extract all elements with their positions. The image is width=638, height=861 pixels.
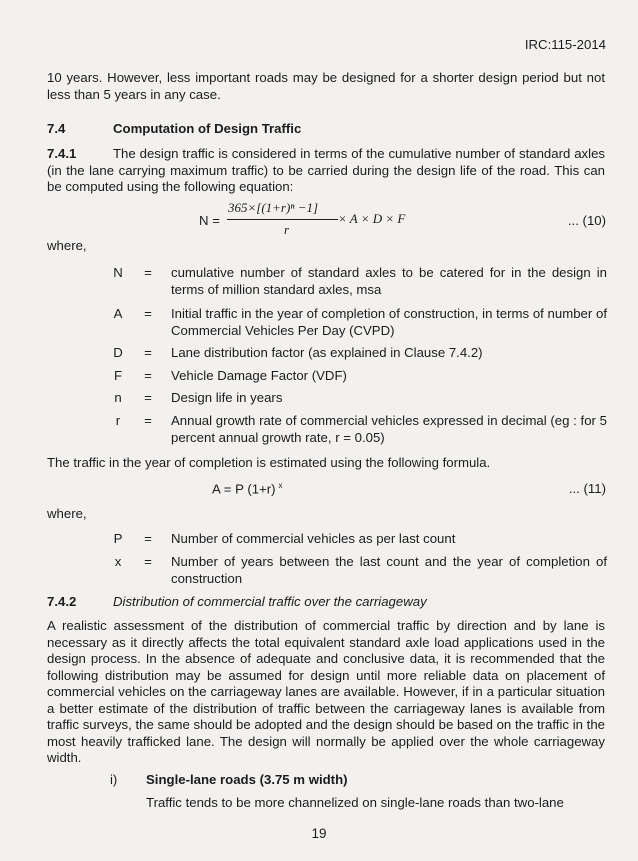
def-text-n-lower: Design life in years	[171, 390, 283, 405]
section-7-4-title: Computation of Design Traffic	[113, 121, 302, 136]
def-equals: =	[144, 554, 152, 569]
equation-10-numerator: 365×[(1+r)ⁿ −1]	[228, 200, 318, 215]
def-symbol-r: r	[115, 413, 121, 428]
item-i-marker: i)	[110, 772, 118, 787]
intro-paragraph: 10 years. However, less important roads may be designed for a shorter design period but not less than 5 years in any case.	[47, 70, 605, 102]
def-symbol-d: D	[113, 345, 123, 360]
equation-11-base: A = P (1+r)	[212, 481, 276, 497]
equation-10-tail: × A × D × F	[338, 211, 406, 226]
def-text-d: Lane distribution factor (as explained in Clause 7.4.2)	[171, 345, 483, 360]
def-equals: =	[144, 265, 152, 280]
def-text-p: Number of commercial vehicles as per last count	[171, 531, 456, 546]
equation-10-lhs: N =	[199, 213, 220, 228]
def-equals: =	[144, 306, 152, 321]
def-text-f: Vehicle Damage Factor (VDF)	[171, 368, 347, 383]
section-7-4-number: 7.4	[47, 121, 66, 136]
def-symbol-a: A	[113, 306, 123, 321]
item-i-text: Traffic tends to be more channelized on single-lane roads than two-lane	[146, 795, 564, 810]
def-symbol-f: F	[113, 368, 123, 383]
equation-10-number: ... (10)	[567, 213, 606, 228]
def-equals: =	[144, 413, 152, 428]
section-7-4-1-number: 7.4.1	[47, 146, 77, 161]
def-equals: =	[144, 390, 152, 405]
section-7-4-1-text: The design traffic is considered in terms of the cumulative number of standard axles (in the lane carrying maximum traffic) to be carried during the design life of the road. This can be computed using the following equation:	[47, 146, 605, 194]
distribution-paragraph: A realistic assessment of the distribution of commercial traffic by direction and by lane is necessary as it directly affects the total equivalent standard axle load applications used in the design process. In the absence of adequate and conclusive data, it is recommended that the following distribution may be assumed for design until more reliable data on placement of commercial vehicles on the carriageway lanes are available. However, if in a particular situation a better estimate of the distribution of traffic between the carriageway lanes is available from traffic surveys, the same should be adopted and the design should be based on the traffic in the most heavily trafficked lane. The design will normally be applied over the whole carriageway width.	[47, 618, 605, 765]
def-text-n-upper: cumulative number of standard axles to be catered for in the design in terms of million standard axles, msa	[171, 265, 607, 297]
def-symbol-p: P	[113, 531, 123, 546]
page-number: 19	[311, 826, 327, 841]
def-equals: =	[144, 345, 152, 360]
def-symbol-n-lower: n	[114, 390, 122, 405]
section-7-4-2-number: 7.4.2	[47, 594, 77, 609]
equation-11-exponent: x	[278, 481, 283, 490]
def-text-a: Initial traffic in the year of completion of construction, in terms of number of Commercial Vehicles Per Day (CVPD)	[171, 306, 607, 338]
def-text-x: Number of years between the last count and the year of completion of construction	[171, 554, 607, 586]
item-i-title: Single-lane roads (3.75 m width)	[146, 772, 348, 787]
equation-10-denominator: r	[284, 222, 290, 237]
def-equals: =	[144, 531, 152, 546]
section-7-4-2-title: Distribution of commercial traffic over the carriageway	[113, 594, 427, 609]
document-code-header: IRC:115-2014	[524, 37, 606, 52]
def-symbol-x: x	[114, 554, 122, 569]
where-label-1: where,	[47, 238, 87, 253]
traffic-sentence: The traffic in the year of completion is estimated using the following formula.	[47, 455, 491, 470]
def-text-r: Annual growth rate of commercial vehicles expressed in decimal (eg : for 5 percent annual growth rate, r = 0.05)	[171, 413, 607, 445]
equation-11-number: ... (11)	[568, 481, 606, 496]
where-label-2: where,	[47, 506, 87, 521]
def-equals: =	[144, 368, 152, 383]
equation-11	[212, 481, 283, 496]
def-symbol-n-upper: N	[113, 265, 123, 280]
equation-10-fraction-bar	[227, 219, 338, 220]
